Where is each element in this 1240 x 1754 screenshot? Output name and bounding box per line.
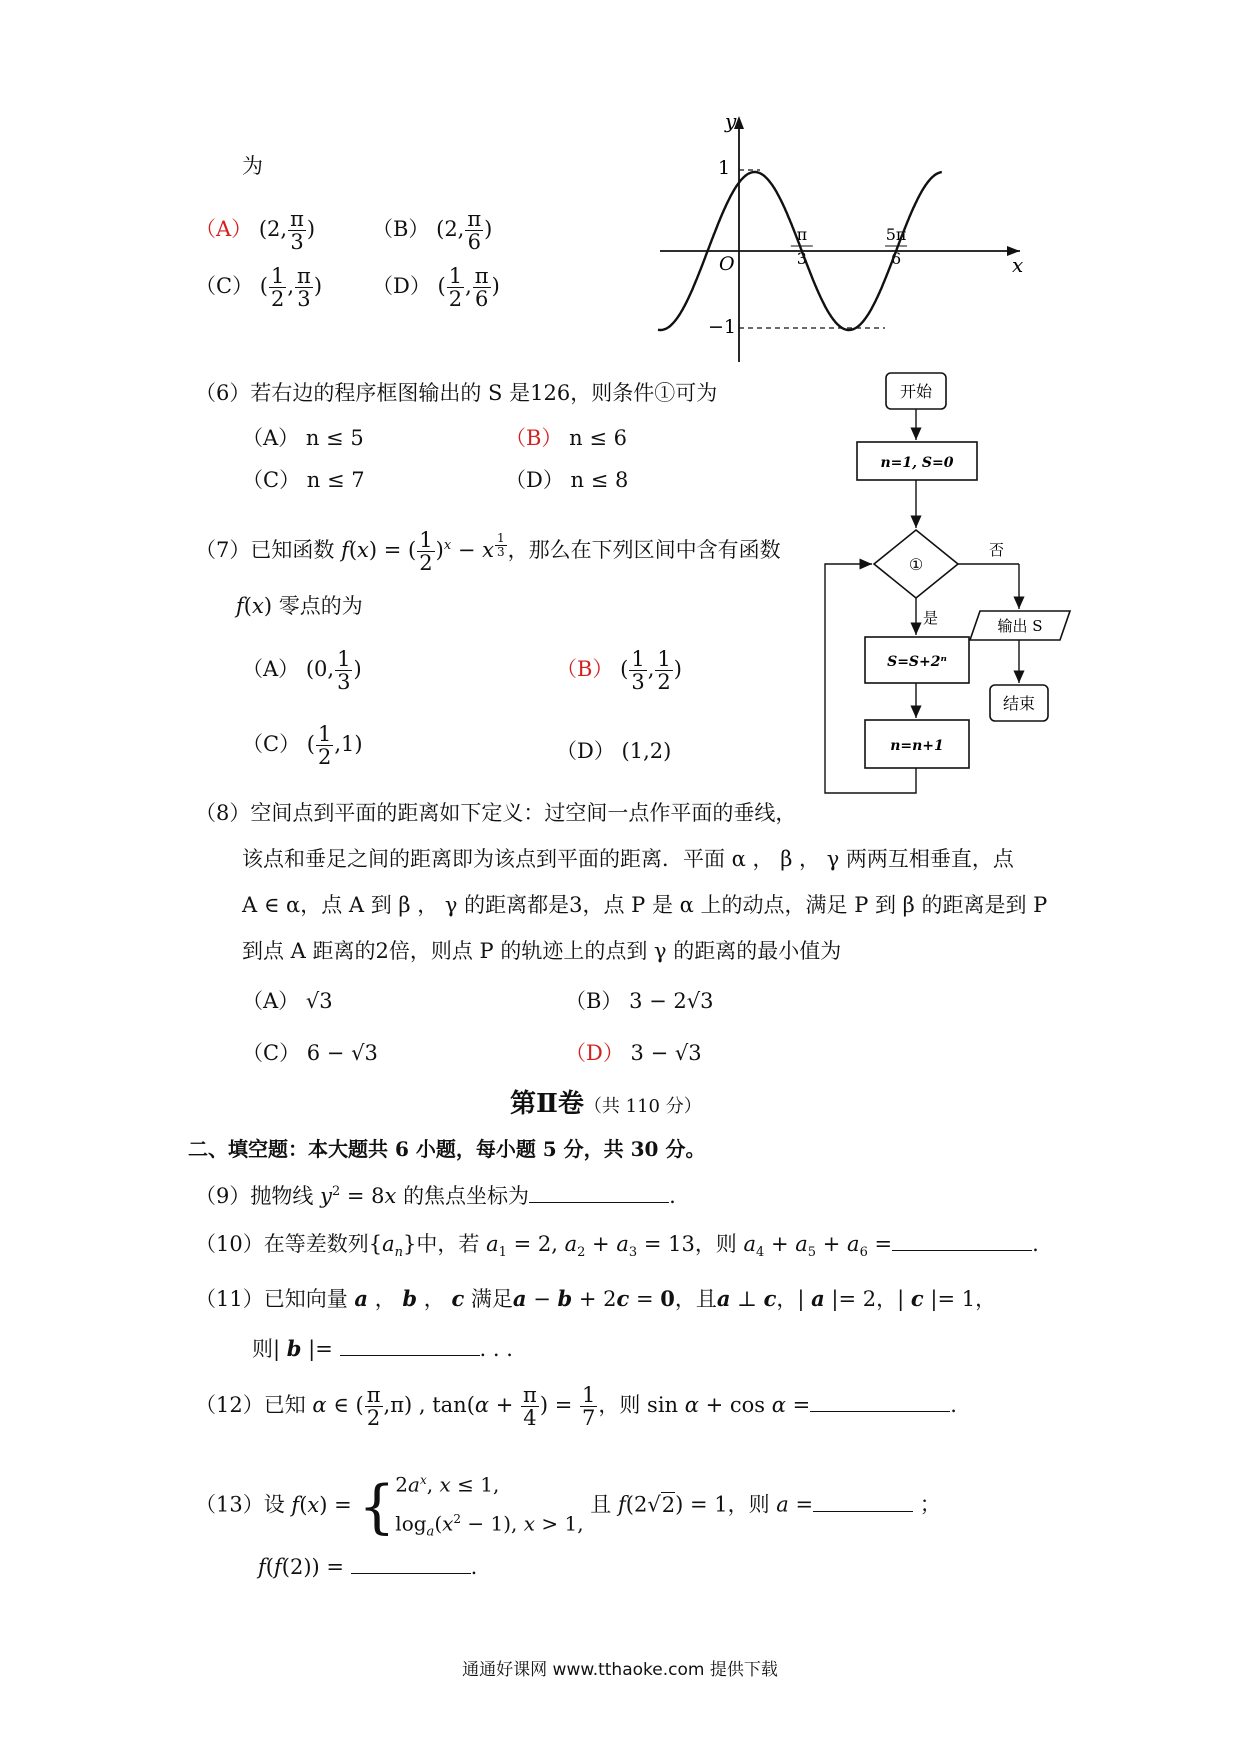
question-text: 且 bbox=[590, 1492, 612, 1517]
formula: a − b + 2c = 0 bbox=[512, 1286, 675, 1311]
y-tick-1: 1 bbox=[718, 157, 731, 179]
formula: a = bbox=[776, 1492, 814, 1517]
q8-option-b[interactable] bbox=[565, 985, 714, 1015]
formula: $y^2 = 8x$ bbox=[320, 1184, 397, 1208]
q5-option-a[interactable] bbox=[195, 208, 315, 253]
x-axis-label: x bbox=[1012, 253, 1024, 277]
question-text: 的焦点坐标为 bbox=[403, 1184, 530, 1208]
q8-line-3: A ∈ α，点 A 到 β ， γ 的距离都是3，点 P 是 α 上的动点，满足 P 到 β 的距离是到 P bbox=[242, 893, 1048, 917]
formula: | a |= 2 bbox=[797, 1286, 877, 1311]
option-label: （B） bbox=[505, 426, 563, 450]
question-text: 零点的为 bbox=[278, 594, 363, 618]
question-text: ，且 bbox=[674, 1287, 717, 1311]
option-content: ( $\frac{1}{2}$ ,1) bbox=[306, 722, 363, 770]
q7-stem bbox=[195, 520, 781, 575]
q8-option-a[interactable] bbox=[242, 985, 333, 1015]
punct: . bbox=[669, 1184, 676, 1208]
q8-option-d[interactable] bbox=[565, 1037, 702, 1067]
q8-line-4: 到点 A 距离的2倍，则点 P 的轨迹上的点到 γ 的距离的最小值为 bbox=[242, 939, 842, 963]
option-content: (2, $\frac{\pi}{3}$ ) bbox=[258, 207, 316, 255]
question-text: ，则 bbox=[727, 1492, 770, 1517]
init-label: n=1, S=0 bbox=[880, 455, 954, 471]
option-label: （A） bbox=[242, 989, 300, 1013]
y-tick-minus-1: −1 bbox=[708, 316, 737, 338]
section2-heading: 二、填空题：本大题共 6 小题，每小题 5 分，共 30 分。 bbox=[188, 1137, 706, 1161]
y-axis-label: y bbox=[725, 112, 737, 133]
formula: a ⊥ c bbox=[716, 1286, 777, 1311]
answer-blank[interactable] bbox=[813, 1493, 913, 1512]
q10 bbox=[195, 1228, 1039, 1260]
question-number: （6） bbox=[195, 381, 251, 405]
option-label: （D） bbox=[556, 739, 615, 763]
q13-line-2 bbox=[258, 1555, 477, 1579]
option-label: （B） bbox=[556, 657, 614, 682]
option-label: （C） bbox=[242, 732, 301, 757]
punct: . bbox=[470, 1555, 478, 1579]
question-text: 则 bbox=[252, 1337, 273, 1361]
q8-option-c[interactable] bbox=[242, 1037, 378, 1067]
option-label: （C） bbox=[242, 1041, 301, 1065]
increment-label: n=n+1 bbox=[890, 738, 944, 754]
formula: $a_1 = 2$, $a_2 + a_3 = 13$ bbox=[486, 1232, 695, 1261]
start-label: 开始 bbox=[899, 382, 933, 401]
option-label: （B） bbox=[372, 217, 430, 242]
q7-option-a[interactable] bbox=[242, 648, 362, 693]
x-tick-numerator-0: π bbox=[796, 225, 808, 244]
option-label: （D） bbox=[372, 274, 431, 299]
option-content: (2, $\frac{\pi}{6}$ ) bbox=[436, 207, 493, 255]
option-content: ( $\frac{1}{3}$ , $\frac{1}{2}$ ) bbox=[620, 647, 682, 695]
question-text: ，则 bbox=[694, 1232, 737, 1256]
q7-stem-2 bbox=[236, 590, 363, 620]
option-content: n ≤ 5 bbox=[305, 426, 364, 450]
question-text: 已知 bbox=[263, 1393, 306, 1417]
option-label: （C） bbox=[242, 468, 301, 492]
punct: ， bbox=[975, 1287, 997, 1311]
part2-heading bbox=[510, 1083, 702, 1120]
q8-line-2: 该点和垂足之间的距离即为该点到平面的距离．平面 α ， β ， γ 两两互相垂直，点 bbox=[242, 847, 1014, 871]
question-text: 在等差数列 bbox=[263, 1232, 369, 1256]
option-content: 6 − √3 bbox=[306, 1041, 378, 1065]
footer-text: 通通好课网 www.tthaoke.com 提供下载 bbox=[462, 1660, 778, 1680]
question-number: （9） bbox=[195, 1184, 251, 1208]
punct: ； bbox=[919, 1492, 941, 1517]
option-content: 3 − √3 bbox=[630, 1041, 702, 1065]
q6-stem bbox=[195, 377, 717, 407]
question-text: 已知向量 bbox=[263, 1287, 348, 1311]
assign-label: S=S+2ⁿ bbox=[887, 654, 947, 670]
option-label: （A） bbox=[195, 217, 253, 242]
q7-option-c[interactable] bbox=[242, 723, 363, 768]
formula: a ， b ， c bbox=[354, 1286, 465, 1311]
question-text: 空间点到平面的距离如下定义：过空间一点作平面的垂线， bbox=[250, 801, 797, 825]
option-content: ( $\frac{1}{2}$ , $\frac{\pi}{6}$ ) bbox=[437, 264, 500, 312]
question-text: 中，若 bbox=[416, 1232, 480, 1256]
formula-fx: f(x) bbox=[236, 594, 273, 618]
q6-option-b[interactable] bbox=[505, 422, 627, 452]
punct: ， bbox=[876, 1287, 898, 1311]
question-text: 设 bbox=[263, 1492, 285, 1517]
option-content: (1,2) bbox=[621, 739, 672, 763]
formula: sin α + cos α = bbox=[647, 1393, 811, 1417]
origin-label: O bbox=[719, 253, 735, 275]
formula: | c |= 1 bbox=[897, 1286, 976, 1311]
formula: $f(x) = \{2a^x$, x ≤ 1, $\log_a(x^2 - 1)$, x > 1, bbox=[291, 1472, 584, 1541]
formula: f(f(2)) = bbox=[258, 1555, 344, 1579]
end-label: 结束 bbox=[1002, 694, 1036, 713]
option-label: （D） bbox=[505, 468, 564, 492]
part2-subtitle: （共 110 分） bbox=[583, 1096, 702, 1117]
q7-option-b[interactable] bbox=[556, 648, 682, 693]
question-text: ，那么在下列区间中含有函数 bbox=[507, 538, 781, 562]
q5-option-d[interactable] bbox=[372, 265, 500, 310]
formula: α ∈ ( $\frac{\pi}{2}$ ,π) , tan(α + $\frac{\pi}{4}$ ) = $\frac{1}{7}$ bbox=[312, 1382, 596, 1430]
option-label: （A） bbox=[242, 657, 300, 682]
condition-label: ① bbox=[908, 555, 924, 574]
option-content: (0, $\frac{1}{3}$ ) bbox=[305, 647, 362, 695]
option-content: n ≤ 8 bbox=[570, 468, 629, 492]
option-label: （B） bbox=[565, 989, 623, 1013]
question-text: 若右边的程序框图输出的 S 是126，则条件①可为 bbox=[250, 381, 718, 405]
q8-line-1 bbox=[195, 797, 796, 827]
question-text: ，则 bbox=[598, 1393, 641, 1417]
answer-blank[interactable] bbox=[351, 1555, 471, 1574]
option-content: √3 bbox=[305, 989, 333, 1013]
formula: f(2√2) = 1 bbox=[617, 1492, 728, 1517]
question-text: 满足 bbox=[470, 1287, 513, 1311]
q5-option-b[interactable] bbox=[372, 208, 492, 253]
option-content: 3 − 2√3 bbox=[629, 989, 714, 1013]
q6-option-a[interactable] bbox=[242, 422, 364, 452]
q11 bbox=[195, 1283, 996, 1313]
question-number: （10） bbox=[195, 1232, 264, 1256]
q13 bbox=[195, 1463, 941, 1549]
punct: . bbox=[950, 1393, 957, 1417]
q5-tail: 为 bbox=[242, 154, 263, 178]
q9 bbox=[195, 1180, 676, 1210]
question-text: 已知函数 bbox=[250, 538, 335, 562]
option-label: （C） bbox=[195, 274, 254, 299]
flowchart bbox=[815, 365, 1085, 805]
punct: . bbox=[1032, 1232, 1039, 1256]
formula: $\{a_n\}$ bbox=[368, 1232, 417, 1261]
q6-option-d[interactable] bbox=[505, 464, 628, 494]
sine-graph bbox=[645, 112, 1035, 370]
formula-f: f(x) = ( $\frac{1}{2}$ )$^x$ − x $^{\frac{1}{3}}$ bbox=[341, 527, 505, 575]
formula: | b |= bbox=[273, 1336, 333, 1361]
answer-blank[interactable] bbox=[810, 1393, 950, 1412]
part2-title: 第Ⅱ卷 bbox=[510, 1089, 584, 1119]
x-tick-denominator-1: 6 bbox=[890, 249, 902, 268]
answer-blank[interactable] bbox=[892, 1232, 1032, 1251]
question-number: （7） bbox=[195, 538, 251, 562]
option-content: n ≤ 6 bbox=[569, 426, 627, 450]
q7-option-d[interactable] bbox=[556, 735, 671, 765]
question-number: （11） bbox=[195, 1287, 264, 1311]
option-content: ( $\frac{1}{2}$ , $\frac{\pi}{3}$ ) bbox=[259, 264, 323, 312]
x-tick-numerator-1: 5π bbox=[885, 225, 907, 244]
no-label: 否 bbox=[989, 541, 1005, 559]
x-tick-denominator-0: 3 bbox=[796, 249, 807, 268]
question-number: （13） bbox=[195, 1492, 264, 1517]
q11-line-2 bbox=[252, 1333, 513, 1363]
option-content: n ≤ 7 bbox=[306, 468, 365, 492]
formula: $a_4 + a_5 + a_6$ = bbox=[743, 1232, 893, 1261]
punct: . . . bbox=[479, 1337, 513, 1361]
option-label: （A） bbox=[242, 426, 300, 450]
question-number: （8） bbox=[195, 801, 251, 825]
punct: ， bbox=[776, 1287, 798, 1311]
option-label: （D） bbox=[565, 1041, 624, 1065]
answer-blank[interactable] bbox=[529, 1184, 669, 1203]
q5-option-c[interactable] bbox=[195, 265, 322, 310]
q12 bbox=[195, 1380, 957, 1430]
q6-option-c[interactable] bbox=[242, 464, 365, 494]
question-number: （12） bbox=[195, 1393, 264, 1417]
question-text: 抛物线 bbox=[250, 1184, 314, 1208]
yes-label: 是 bbox=[923, 609, 939, 627]
output-label: 输出 S bbox=[997, 617, 1043, 635]
answer-blank[interactable] bbox=[340, 1337, 480, 1356]
